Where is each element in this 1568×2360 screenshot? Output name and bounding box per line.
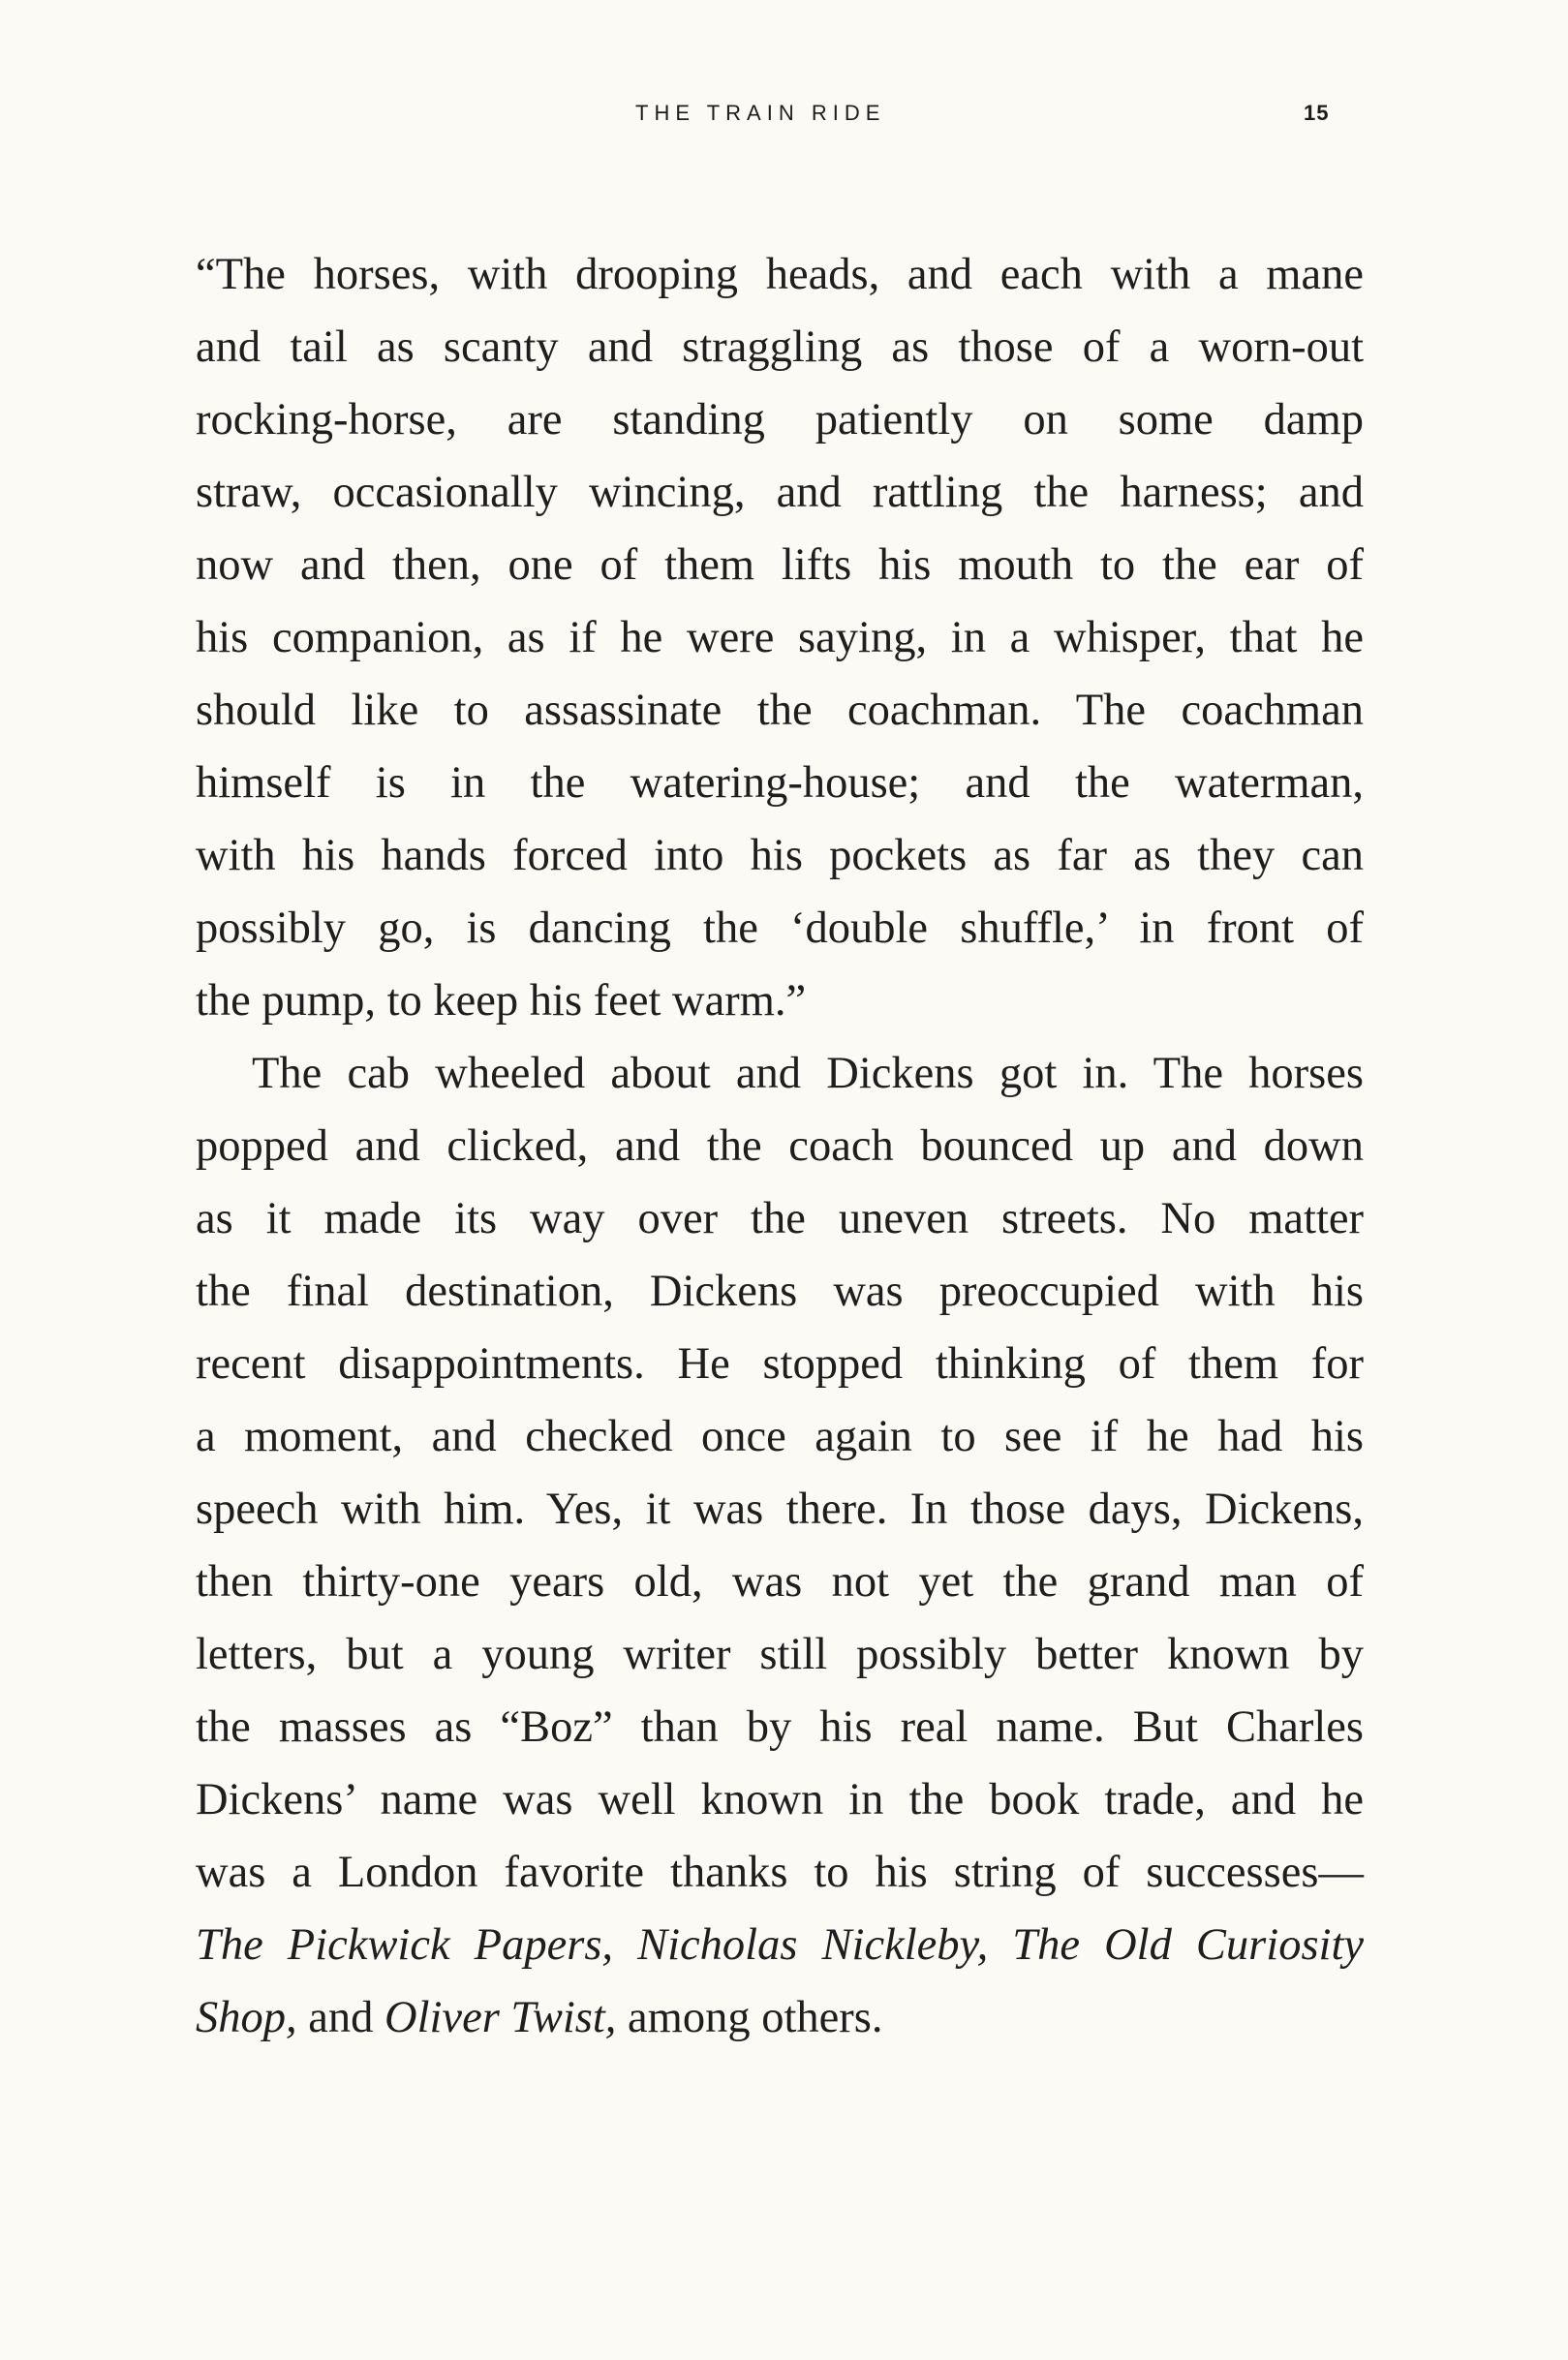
book-title: The Old Curiosity: [1012, 1920, 1365, 1970]
body-text: [196, 238, 1364, 2054]
text-line: now and then, one of them lifts his mouth to the ear of: [196, 540, 1364, 590]
text-line: then thirty-one years old, was not yet the grand man of: [196, 1557, 1364, 1607]
text-line: Dickens’ name was well known in the book trade, and he: [196, 1775, 1364, 1824]
text-line: possibly go, is dancing the ‘double shuffle,’ in front of: [196, 904, 1364, 953]
paragraph-1: [196, 238, 1364, 1037]
text-line: rocking-horse, are standing patiently on some damp: [196, 395, 1364, 444]
text-line-final: [196, 1981, 1364, 2054]
text-line: should like to assassinate the coachman. The coachman: [196, 686, 1364, 735]
book-title: Shop,: [196, 1993, 297, 2042]
text-line: recent disappointments. He stopped thinking of them for: [196, 1339, 1364, 1389]
text-line: speech with him. Yes, it was there. In those days, Dickens,: [196, 1485, 1364, 1534]
text-line: was a London favorite thanks to his string of successes—: [196, 1848, 1364, 1897]
text-line: straw, occasionally wincing, and rattling the harness; and: [196, 468, 1364, 517]
text-line: the masses as “Boz” than by his real name. But Charles: [196, 1702, 1364, 1752]
text-line: a moment, and checked once again to see if he had his: [196, 1412, 1364, 1461]
running-head: [0, 101, 1568, 139]
paragraph-2: [196, 1037, 1364, 2054]
text-line: “The horses, with drooping heads, and each with a mane: [196, 250, 1364, 299]
book-title: The Pickwick Papers,: [196, 1920, 614, 1970]
closing-text: among others.: [616, 1993, 883, 2042]
book-title: Oliver Twist,: [384, 1993, 617, 2042]
text-line: the final destination, Dickens was preoccupied with his: [196, 1267, 1364, 1316]
text-line: himself is in the watering-house; and the waterman,: [196, 758, 1364, 808]
book-title: Nicholas Nickleby,: [637, 1920, 989, 1970]
text-line: and tail as scanty and straggling as those of a worn-out: [196, 322, 1364, 372]
text-line-titles: [196, 1909, 1364, 1981]
text-line: letters, but a young writer still possibly better known by: [196, 1630, 1364, 1679]
text-line: popped and clicked, and the coach bounced up and down: [196, 1121, 1364, 1171]
chapter-title: THE TRAIN RIDE: [635, 101, 886, 125]
text-line: his companion, as if he were saying, in a whisper, that he: [196, 613, 1364, 662]
text-line: as it made its way over the uneven streets. No matter: [196, 1194, 1364, 1243]
text-line: with his hands forced into his pockets as far as they can: [196, 831, 1364, 880]
text-line: the pump, to keep his feet warm.”: [196, 976, 807, 1026]
text-line: The cab wheeled about and Dickens got in. The horses: [252, 1049, 1364, 1098]
connector-text: and: [296, 1993, 385, 2042]
page-number: 15: [1304, 101, 1330, 125]
